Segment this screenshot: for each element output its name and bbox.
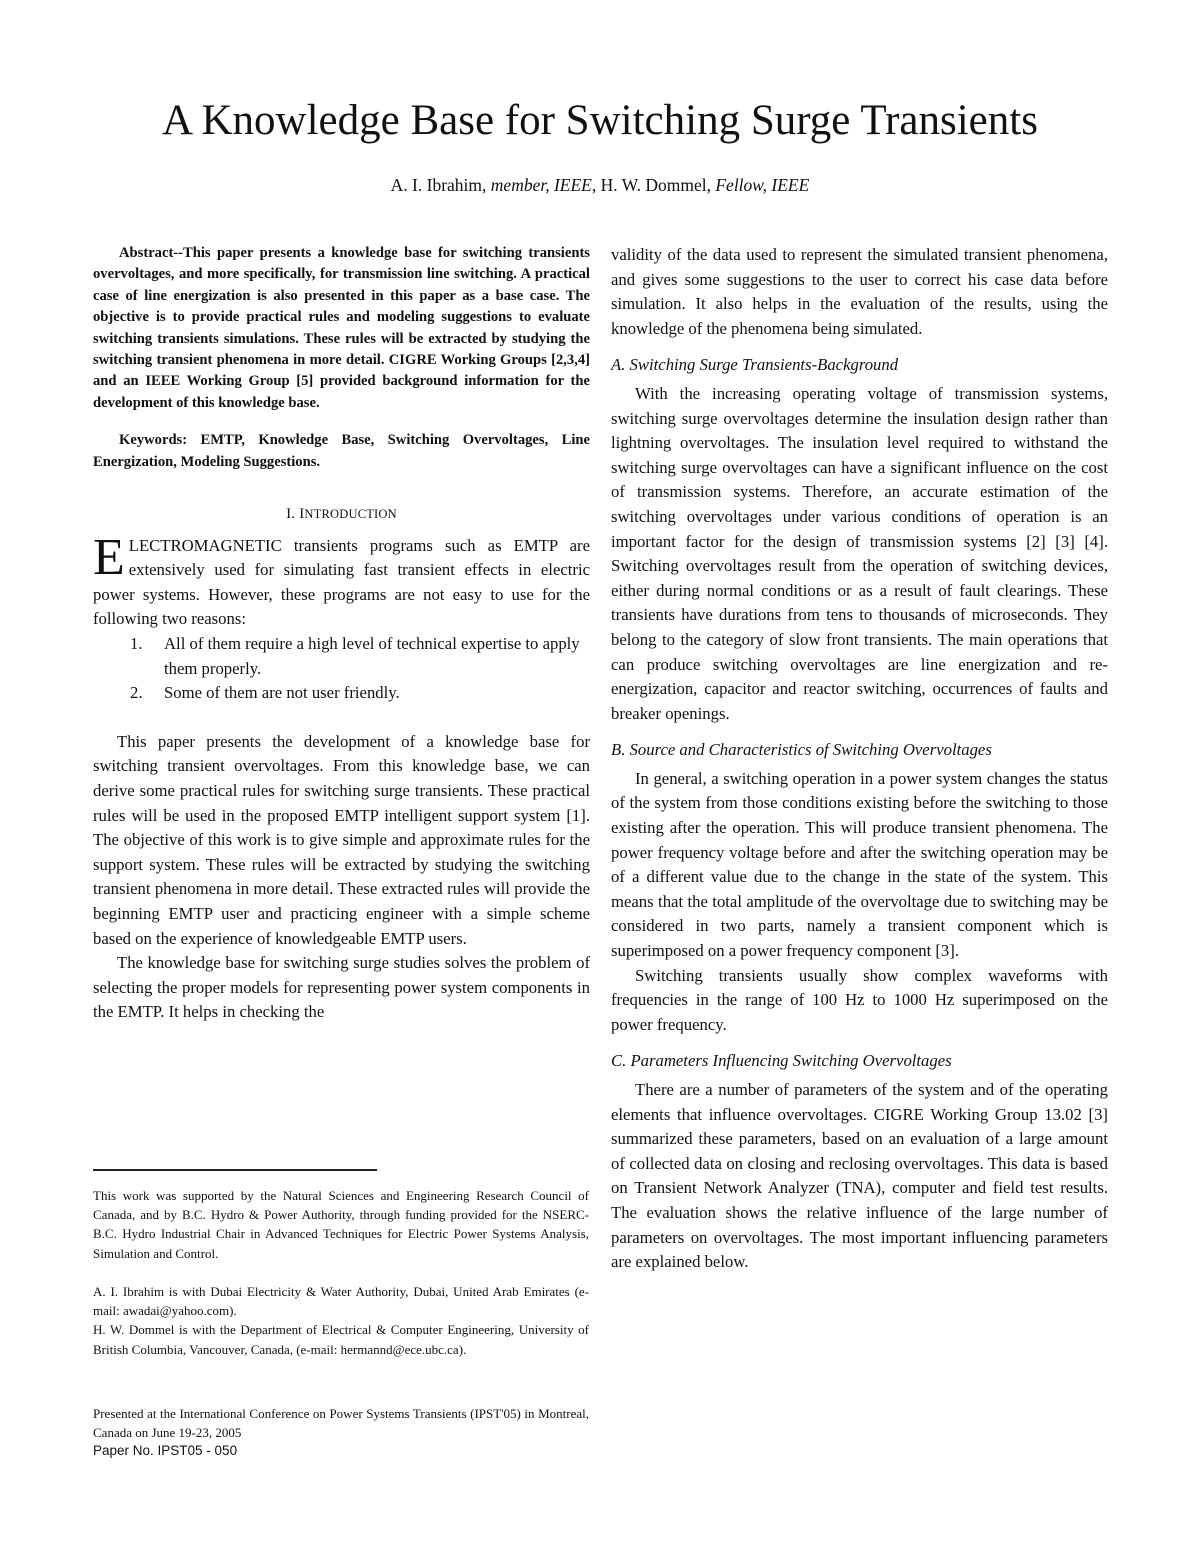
paper-number: Paper No. IPST05 - 050 — [93, 1443, 238, 1458]
list-item-number: 1. — [130, 634, 143, 654]
intro-paragraph-2: This paper presents the development of a knowledge base for switching transient overvoltages. From this knowledge base, we can derive some practical rules for switching surge transients. These practical rules will be used in the proposed EMTP intelligent support system [1]. The objective of this work is to give simple and approximate rules for the support system. These rules will be extracted by studying the switching transient phenomena in more detail. These extracted rules will provide the beginning EMTP user and practicing engineer with a simple scheme based on the experience of knowledgeable EMTP users. — [93, 731, 590, 948]
list-item-text: All of them require a high level of technical expertise to apply them properly. — [164, 634, 580, 678]
footnote-affiliations — [93, 1282, 589, 1359]
list-item — [93, 681, 590, 706]
left-column — [93, 243, 590, 1025]
drop-cap: E — [93, 528, 125, 586]
footnote-conference: Presented at the International Conference on Power Systems Transients (IPST'05) in Montreal, Canada on June 19-23, 2005 — [93, 1406, 589, 1441]
right-column — [611, 243, 1108, 1275]
subsection-b-paragraph-1: In general, a switching operation in a power system changes the status of the system from those conditions existing before the switching to those existing after the operation. This will produce transient phenomena. The power frequency voltage before and after the switching operation may be of a different value due to the change in the state of the system. This means that the total amplitude of the overvoltage due to switching may be considered in two parts, namely a transient component which is superimposed on a power frequency component [3]. — [611, 768, 1108, 961]
list-item-text: Some of them are not user friendly. — [164, 683, 400, 703]
section-heading-introduction — [93, 502, 590, 527]
list-item-number: 2. — [130, 683, 143, 703]
subsection-b-paragraph-2: Switching transients usually show complex waveforms with frequencies in the range of 100 Hz to 1000 Hz superimposed on the power frequency. — [611, 965, 1108, 1034]
footnote-affiliation-1: A. I. Ibrahim is with Dubai Electricity & Water Authority, Dubai, United Arab Emirates (e-mail: awadai@yahoo.com). — [93, 1284, 589, 1319]
author-1-name: A. I. Ibrahim, — [390, 175, 491, 195]
right-paragraph-continued: validity of the data used to represent the simulated transient phenomena, and gives some suggestions to the user to correct his case data before simulation. It also helps in the evaluation of the results, using the knowledge of the phenomena being simulated. — [611, 245, 1108, 338]
footnote-rule — [93, 1169, 377, 1171]
author-2-name: H. W. Dommel, — [600, 175, 716, 195]
footnote-affiliation-2: H. W. Dommel is with the Department of Electrical & Computer Engineering, University of British Columbia, Vancouver, Canada, (e-mail: hermannd@ece.ubc.ca). — [93, 1322, 589, 1357]
intro-paragraph-1 — [93, 528, 590, 632]
section-number: I. — [286, 506, 300, 523]
abstract: Abstract--This paper presents a knowledge base for switching transients overvoltages, and more specifically, for transmission line switching. A practical case of line energization is also presented in this paper as a base case. The objective is to provide practical rules and modeling suggestions to evaluate switching transients simulations. These rules will be extracted by studying the switching transient phenomena in more detail. CIGRE Working Groups [2,3,4] and an IEEE Working Group [5] provided background information for the development of this knowledge base. — [93, 245, 590, 411]
reasons-list — [93, 632, 590, 706]
section-heading-initial: I — [299, 506, 305, 523]
author-separator: , — [591, 175, 601, 195]
subsection-heading-b: B. Source and Characteristics of Switching Overvoltages — [611, 740, 992, 760]
author-1-role: member, IEEE — [490, 175, 592, 195]
subsection-c-paragraph: There are a number of parameters of the system and of the operating elements that influence overvoltages. CIGRE Working Group 13.02 [3] summarized these parameters, based on an evaluation of a large amount of collected data on closing and reclosing overvoltages. This data is based on Transient Network Analyzer (TNA), computer and field test results. The evaluation shows the relative influence of the large number of parameters on overvoltages. The most important influencing parameters are explained below. — [611, 1080, 1108, 1272]
list-item — [93, 632, 590, 681]
subsection-a-paragraph: With the increasing operating voltage of transmission systems, switching surge overvoltages determine the insulation design rather than lightning overvoltages. The insulation level required to withstand the switching surge overvoltages can have a significant influence on the cost of transmission systems. Therefore, an accurate estimation of the switching overvoltages under various conditions of operation is an important factor for the design of transmission systems [2] [3] [4]. Switching overvoltages result from the operation of switching devices, either during normal conditions or as a result of fault clearings. These transients have durations from tens to thousands of microseconds. They belong to the category of slow front transients. The main operations that can produce switching overvoltages are line energization and re-energization, capacitor and reactor switching, occurrences of faults and breaker openings. — [611, 383, 1108, 723]
author-2-role: Fellow, IEEE — [715, 175, 810, 195]
footnote-funding: This work was supported by the Natural Sciences and Engineering Research Council of Canada, and by B.C. Hydro & Power Authority, through funding provided for the NSERC-B.C. Hydro Industrial Chair in Advanced Techniques for Electric Power Systems Analysis, Simulation and Control. — [93, 1188, 589, 1261]
paper-title: A Knowledge Base for Switching Surge Transients — [162, 97, 1038, 144]
intro-paragraph-3: The knowledge base for switching surge studies solves the problem of selecting the proper models for representing power system components in the EMTP. It helps in checking the — [93, 953, 590, 1022]
intro-paragraph-1-text: LECTROMAGNETIC transients programs such as EMTP are extensively used for simulating fast transient effects in electric power systems. However, these programs are not easy to use for the following two reasons: — [93, 535, 590, 629]
author-line — [0, 175, 1200, 196]
section-heading-rest: NTRODUCTION — [304, 507, 397, 522]
subsection-heading-c: C. Parameters Influencing Switching Overvoltages — [611, 1051, 952, 1071]
subsection-heading-a: A. Switching Surge Transients-Background — [611, 355, 899, 375]
keywords: Keywords: EMTP, Knowledge Base, Switching Overvoltages, Line Energization, Modeling Suggestions. — [93, 432, 590, 470]
